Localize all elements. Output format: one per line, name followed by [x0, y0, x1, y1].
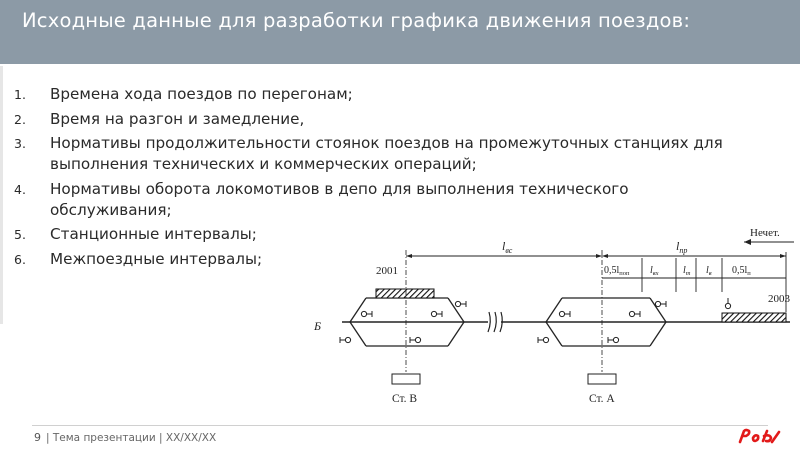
list-number: 1. — [14, 87, 26, 102]
page-number: 9 — [34, 431, 41, 444]
list-number: 2. — [14, 111, 26, 127]
dimension-l-v: $l_в$ — [706, 265, 712, 277]
list-text: Станционные интервалы; — [50, 225, 257, 243]
list-text: Времена хода поездов по перегонам; — [50, 85, 353, 103]
dimension-0-5-l-p: $0,5l_п$ — [732, 265, 751, 277]
train-2003-block — [722, 313, 786, 322]
station-a-symbol — [588, 374, 616, 384]
dimension-0-5-l-pop: $0,5l_{поп}$ — [604, 265, 630, 277]
dimension-l-pr: $l_{пр}$ — [676, 239, 688, 255]
dimension-l-vh: $l_{вх}$ — [650, 265, 659, 277]
station-b-label: Ст. В — [392, 393, 418, 405]
direction-label: Нечет. — [750, 227, 780, 239]
dimension-l-vs: $l_{вс}$ — [502, 239, 513, 255]
dimension-l-t: $l_т$ — [683, 265, 691, 277]
left-accent-rule — [0, 66, 3, 324]
list-item — [14, 109, 734, 130]
track-label: Б — [314, 319, 322, 333]
train-2003-label: 2003 — [768, 293, 790, 305]
direction-arrow-icon — [744, 239, 794, 245]
station-interval-diagram — [298, 222, 798, 412]
list-number: 5. — [14, 227, 26, 242]
station-axes — [406, 250, 602, 372]
list-text: Нормативы продолжительности стоянок поездов на промежуточных станциях для выполнения технических и коммерческих операций; — [50, 134, 723, 173]
footer-text: | Тема презентации | XX/XX/XX — [46, 432, 217, 444]
dimension-lines — [406, 252, 786, 312]
title-bar — [0, 0, 800, 64]
list-text: Межпоездные интервалы; — [50, 249, 263, 268]
signal-icons — [340, 298, 731, 343]
list-number: 4. — [14, 181, 26, 197]
footer-divider — [32, 425, 768, 426]
list-item — [14, 133, 734, 175]
track-break — [488, 312, 502, 332]
list-item — [14, 84, 734, 105]
list-text: Нормативы оборота локомотивов в депо для выполнения технического обслуживания; — [50, 179, 629, 219]
list-item — [14, 179, 734, 221]
list-number: 3. — [14, 136, 26, 151]
slide-title: Исходные данные для разработки графика движения поездов: — [22, 9, 691, 32]
rzd-logo-icon — [736, 428, 784, 444]
list-text: Время на разгон и замедление, — [50, 109, 305, 128]
train-2001-label: 2001 — [376, 265, 398, 277]
train-2001-block — [376, 289, 434, 298]
station-b-symbol — [392, 374, 420, 384]
station-a-label: Ст. А — [589, 393, 615, 405]
list-number: 6. — [14, 251, 26, 267]
